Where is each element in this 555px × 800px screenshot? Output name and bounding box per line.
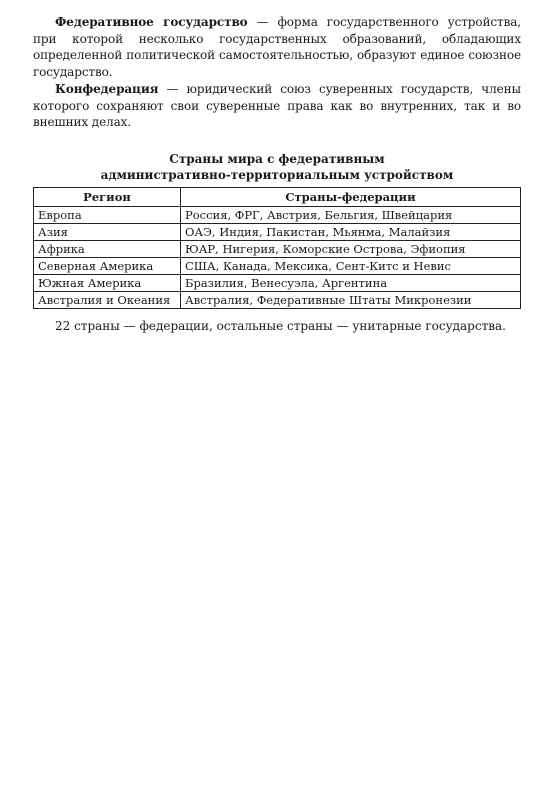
cell-region: Европа <box>34 206 181 223</box>
table-title <box>33 151 521 183</box>
cell-region: Азия <box>34 223 181 240</box>
definition-federative-state <box>33 14 521 80</box>
definition-text-federative-state: — форма государственного устройства, при которой несколько государственных образований, обладающих определенной политической самостоятельностью, образуют единое союзное государство. <box>33 15 521 79</box>
definition-text-confederation: — юридический союз суверенных государств, члены которого сохраняют свои суверенные права как во внутренних, так и во внешних делах. <box>33 82 521 129</box>
table-row <box>34 291 521 308</box>
table-row <box>34 206 521 223</box>
header-countries: Страны-федерации <box>181 187 521 206</box>
cell-countries: Австралия, Федеративные Штаты Микронезии <box>181 291 521 308</box>
cell-countries: ОАЭ, Индия, Пакистан, Мьянма, Малайзия <box>181 223 521 240</box>
table-row <box>34 240 521 257</box>
term-confederation: Конфедерация <box>55 82 159 96</box>
summary-text: 22 страны — федерации, остальные страны — унитарные государства. <box>55 318 506 333</box>
table-row <box>34 223 521 240</box>
table-row <box>34 274 521 291</box>
cell-countries: ЮАР, Нигерия, Коморские Острова, Эфиопия <box>181 240 521 257</box>
table-title-line-1: Страны мира с федеративным <box>169 151 385 166</box>
cell-region: Северная Америка <box>34 257 181 274</box>
federations-table <box>33 187 521 309</box>
definition-confederation <box>33 81 521 131</box>
cell-region: Австралия и Океания <box>34 291 181 308</box>
table-title-line-2: административно-территориальным устройством <box>100 167 454 182</box>
table-header-row <box>34 187 521 206</box>
document-page <box>33 14 521 346</box>
cell-countries: Бразилия, Венесуэла, Аргентина <box>181 274 521 291</box>
term-federative-state: Федеративное государство <box>55 15 248 29</box>
header-region: Регион <box>34 187 181 206</box>
cell-region: Африка <box>34 240 181 257</box>
cell-countries: Россия, ФРГ, Австрия, Бельгия, Швейцария <box>181 206 521 223</box>
table-row <box>34 257 521 274</box>
cell-countries: США, Канада, Мексика, Сент-Китс и Невис <box>181 257 521 274</box>
cell-region: Южная Америка <box>34 274 181 291</box>
